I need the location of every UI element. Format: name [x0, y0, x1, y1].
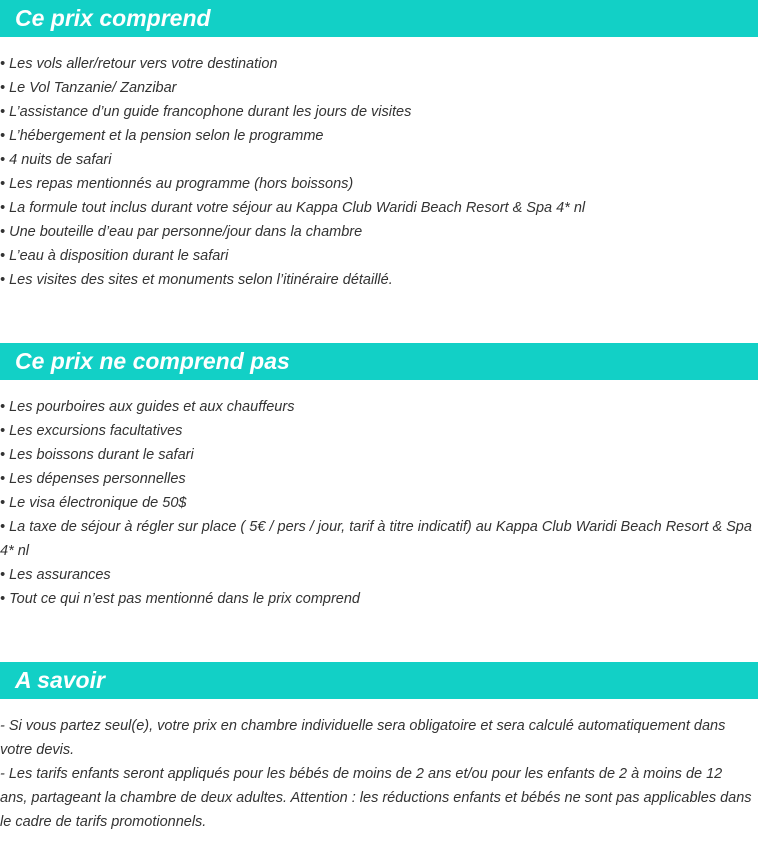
- list-item: • Les visites des sites et monuments selon l’itinéraire détaillé.: [0, 272, 393, 288]
- list-item: • L’assistance d’un guide francophone durant les jours de visites: [0, 104, 412, 120]
- list-item: • Les assurances: [0, 567, 111, 583]
- info-paragraph: - Les tarifs enfants seront appliqués pour les bébés de moins de 2 ans et/ou pour les enfants de 2 à moins de 12 ans, partageant la chambre de deux adultes. Attention : les réductions enfants et bébés ne sont pas applicables dans le cadre de tarifs promotionnels.: [0, 766, 752, 830]
- list-item: • Les excursions facultatives: [0, 423, 183, 439]
- list-item: • Les boissons durant le safari: [0, 447, 194, 463]
- section-title-includes: Ce prix comprend: [15, 5, 211, 31]
- list-item: • Les dépenses personnelles: [0, 471, 186, 487]
- list-item: • Les repas mentionnés au programme (hors boissons): [0, 176, 354, 192]
- excludes-list: [0, 395, 758, 611]
- list-item: • L’hébergement et la pension selon le programme: [0, 128, 324, 144]
- list-item: • Le visa électronique de 50$: [0, 495, 187, 511]
- section-header-includes: [0, 0, 758, 37]
- section-title-excludes: Ce prix ne comprend pas: [15, 348, 290, 374]
- list-item: • La formule tout inclus durant votre séjour au Kappa Club Waridi Beach Resort & Spa 4* nl: [0, 200, 586, 216]
- list-item: • Une bouteille d’eau par personne/jour dans la chambre: [0, 224, 363, 240]
- includes-list: [0, 52, 758, 292]
- list-item: • 4 nuits de safari: [0, 152, 112, 168]
- list-item: • L’eau à disposition durant le safari: [0, 248, 229, 264]
- section-header-excludes: [0, 343, 758, 380]
- info-paragraph: - Si vous partez seul(e), votre prix en chambre individuelle sera obligatoire et sera calculé automatiquement dans votre devis.: [0, 718, 726, 758]
- list-item: • Le Vol Tanzanie/ Zanzibar: [0, 80, 177, 96]
- list-item: • Les vols aller/retour vers votre destination: [0, 56, 278, 72]
- list-item: • La taxe de séjour à régler sur place ( 5€ / pers / jour, tarif à titre indicatif) au Kappa Club Waridi Beach Resort & Spa 4* nl: [0, 519, 752, 559]
- list-item: • Tout ce qui n’est pas mentionné dans le prix comprend: [0, 591, 361, 607]
- section-header-info: [0, 662, 758, 699]
- list-item: • Les pourboires aux guides et aux chauffeurs: [0, 399, 295, 415]
- section-title-info: A savoir: [15, 667, 105, 693]
